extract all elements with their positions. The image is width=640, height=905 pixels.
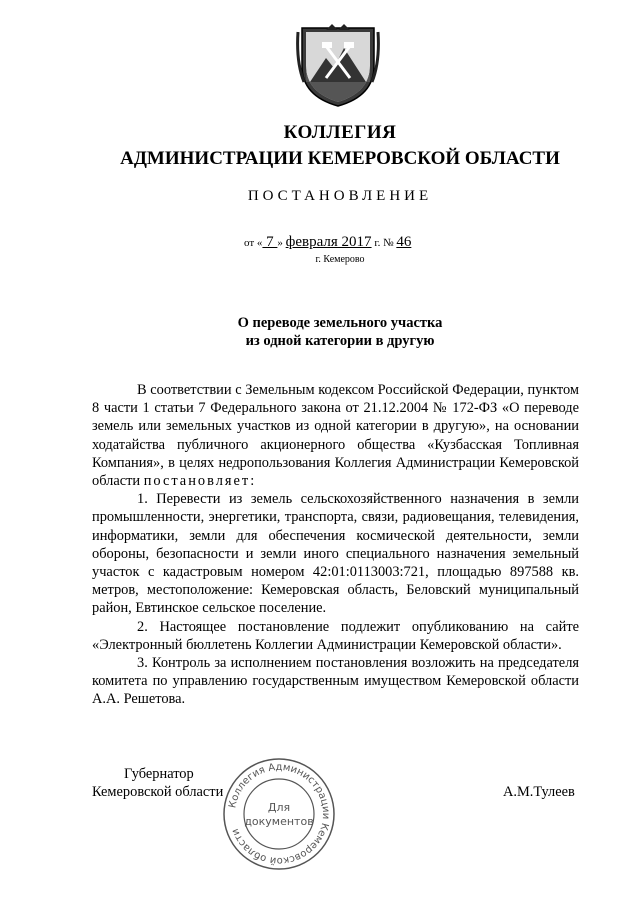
item-3: 3. Контроль за исполнением постановления возложить на председателя комитета по управлению государственным имуществом Кемеровской области А.А. Решетова. (92, 655, 579, 708)
city: г. Кемерово (315, 254, 365, 265)
date-mid: » (277, 237, 286, 249)
document-type: ПОСТАНОВЛЕНИЕ (247, 188, 433, 204)
org-name-line2: АДМИНИСТРАЦИИ КЕМЕРОВСКОЙ ОБЛАСТИ (120, 148, 560, 169)
item-1: 1. Перевести из земель сельскохозяйственного назначения в земли промышленности, энергетики, транспорта, связи, радиовещания, телевидения, информатики, земли для обеспечения космической деятельности, земли обороны, безопасности и земли иного специального назначения земельный участок с кадастровым номером 42:01:0113003:721, площадью 897588 кв. метров, местоположение: Кемеровская область, Беловский муниципальный район, Евтинское сельское поселение. (92, 491, 579, 617)
document-subject (0, 314, 640, 350)
date-month-year: февраля 2017 (285, 234, 372, 250)
date-day: 7 (262, 234, 278, 250)
signatory-title-line2: Кемеровской области (92, 784, 224, 800)
subject-line1: О переводе земельного участка (237, 315, 443, 331)
document-number: 46 (396, 234, 412, 250)
svg-text:документов: документов (244, 815, 314, 828)
date-line (244, 234, 411, 251)
subject-line2: из одной категории в другую (245, 333, 435, 349)
document-body (92, 381, 579, 709)
preamble-text: В соответствии с Земельным кодексом Российской Федерации, пунктом 8 части 1 статьи 7 Федерального закона от 21.12.2004 № 172-ФЗ «О переводе земель или земельных участков из одной категории в другую», на основании ходатайства публичного акционерного общества «Кузбасская Топливная Компания», в целях недропользования Коллегия Администрации Кемеровской области (92, 382, 579, 490)
coat-of-arms-icon (296, 22, 380, 108)
org-name-line1: КОЛЛЕГИЯ (283, 122, 397, 143)
signatory-title-line1: Губернатор (124, 766, 194, 782)
svg-text:Для: Для (267, 801, 291, 814)
svg-text:Коллегия Администрации Кемеров: Коллегия Администрации Кемеровской области (227, 761, 332, 867)
signatory-name: А.М.Тулеев (503, 784, 575, 800)
preamble-paragraph (92, 381, 579, 490)
preamble-end: : (250, 473, 255, 490)
resolves-word: постановляет (143, 473, 251, 490)
item-2: 2. Настоящее постановление подлежит опубликованию на сайте «Электронный бюллетень Коллегии Администрации Кемеровской области». (92, 618, 579, 653)
seal-stamp (222, 757, 336, 871)
date-suffix: г. № (371, 237, 397, 249)
date-prefix: от « (244, 237, 263, 249)
